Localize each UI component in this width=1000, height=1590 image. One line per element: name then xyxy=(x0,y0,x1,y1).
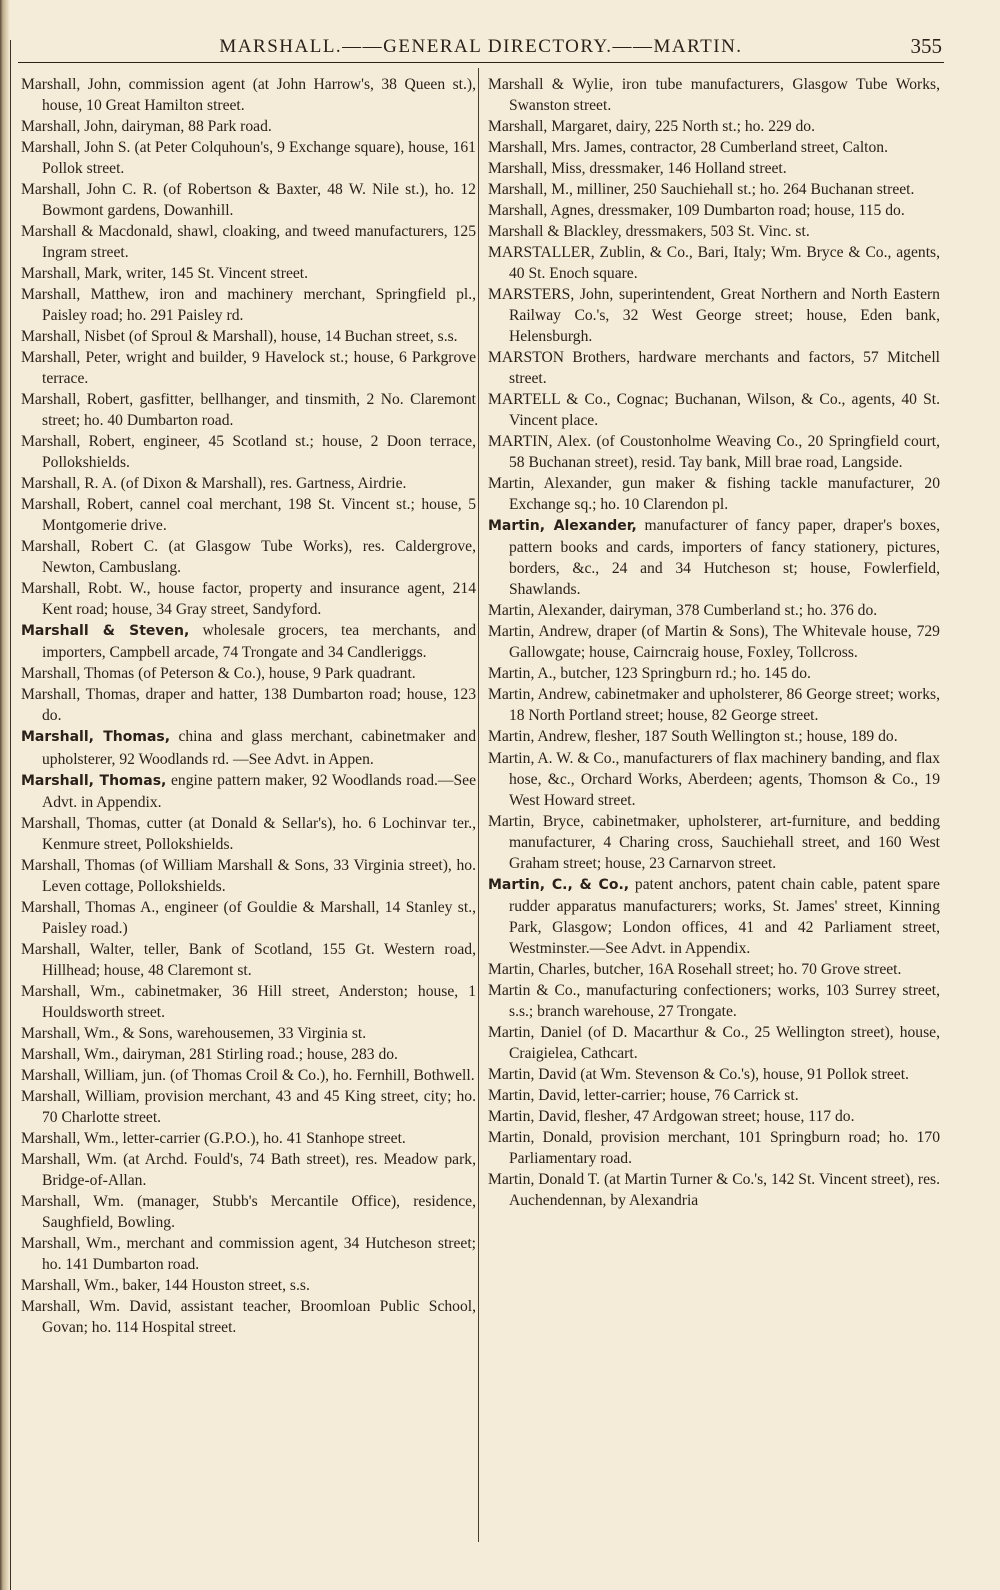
directory-entry xyxy=(488,663,940,684)
entry-text: house factor, property and insurance agent, 214 Kent road; house, 34 Gray street, Sandyford. xyxy=(42,580,476,619)
directory-entry xyxy=(488,158,940,179)
directory-entry xyxy=(21,116,476,137)
directory-entry xyxy=(488,980,940,1022)
entry-name: Marshall, Wm., xyxy=(21,1045,119,1063)
entry-text: cannel coal merchant, 198 St. Vincent st.; house, 5 Montgomerie drive. xyxy=(42,496,476,535)
directory-entry xyxy=(21,221,476,263)
entry-text: (of Peterson & Co.), house, 9 Park quadrant. xyxy=(138,665,416,683)
entry-text: superintendent, Great Northern and North Eastern Railway Co.'s, 32 West George street; house, Eden bank, Helensburgh. xyxy=(509,286,940,346)
directory-entry xyxy=(488,1127,940,1169)
directory-entry xyxy=(21,326,476,347)
directory-entry xyxy=(488,200,940,221)
entry-text: gasfitter, bellhanger, and tinsmith, 2 No. Claremont street; ho. 40 Dumbarton road. xyxy=(42,391,476,430)
entry-name: Marshall, Wm. David, xyxy=(21,1297,172,1315)
entry-text: (of D. Macarthur & Co., 25 Wellington street), house, Craigielea, Cathcart. xyxy=(509,1023,940,1062)
entry-text: baker, 144 Houston street, s.s. xyxy=(122,1276,310,1294)
entry-text: patent anchors, patent chain cable, patent spare rudder apparatus manufacturers; works, St. James' street, Kinning Park, Glasgow; London offices, 41 and 42 Parliament street, Westminster.—See Advt. in Appendix. xyxy=(509,875,940,957)
entry-name: Marshall, Walter, xyxy=(21,940,135,958)
directory-entry xyxy=(21,1023,476,1044)
directory-entry xyxy=(488,1064,940,1085)
entry-text: letter-carrier; house, 76 Carrick st. xyxy=(584,1086,799,1104)
entry-name: Martin, Charles, xyxy=(488,960,590,978)
entry-text: (at Glasgow Tube Works), res. Caldergrove, Newton, Cambuslang. xyxy=(42,538,476,577)
directory-entry xyxy=(21,74,476,116)
entry-name: Marshall, Thomas xyxy=(21,856,135,874)
entry-name: Marshall, William, xyxy=(21,1087,140,1105)
entry-text: Zublin, & Co., Bari, Italy; Wm. Bryce & Co., agents, 40 St. Enoch square. xyxy=(509,244,940,283)
entry-text: dressmaker, 109 Dumbarton road; house, 115 do. xyxy=(598,202,905,220)
entry-text: (of Dixon & Marshall), res. Gartness, Airdrie. xyxy=(120,475,407,493)
entry-name: Marshall, Robert, xyxy=(21,496,134,514)
entry-text: (at Archd. Fould's, 74 Bath street), res. Meadow park, Bridge-of-Allan. xyxy=(42,1150,476,1189)
directory-entry xyxy=(488,600,940,621)
directory-entry xyxy=(21,536,476,578)
entry-name: Marshall, Miss, xyxy=(488,160,586,178)
entry-name: Martin, Andrew, xyxy=(488,623,592,641)
directory-entry xyxy=(488,284,940,347)
entry-name: Marshall, John C. R. xyxy=(21,181,157,199)
directory-entry xyxy=(21,770,476,813)
directory-entry xyxy=(21,263,476,284)
entry-text: iron and machinery merchant, Springfield pl., Paisley road; ho. 291 Paisley rd. xyxy=(42,286,477,325)
entry-name: Marshall, Robert, xyxy=(21,391,134,409)
entry-name: Marshall, Thomas A., xyxy=(21,898,160,916)
entry-text: dairyman, 281 Stirling road.; house, 283 do. xyxy=(122,1045,398,1063)
directory-entry xyxy=(21,981,476,1023)
entry-text: flesher, 187 South Wellington st.; house, 189 do. xyxy=(594,728,898,746)
entry-name: Martin, Alexander, xyxy=(488,518,637,535)
entry-name: Marshall, Agnes, xyxy=(488,202,595,220)
entry-name: Martin, Andrew, xyxy=(488,728,591,746)
directory-entry xyxy=(488,1085,940,1106)
directory-entry xyxy=(488,221,940,242)
directory-entry xyxy=(21,137,476,179)
directory-entry xyxy=(21,1065,476,1086)
entry-name: Marshall, Wm., & Sons, xyxy=(21,1024,173,1042)
directory-entry xyxy=(488,1106,940,1127)
entry-text: dairyman, 378 Cumberland st.; ho. 376 do. xyxy=(609,602,878,620)
entry-text: gun maker & fishing tackle manufacturer, 20 Exchange sq.; ho. 10 Clarendon pl. xyxy=(509,475,940,514)
entry-name: Marshall & Steven, xyxy=(21,623,190,640)
directory-entry xyxy=(21,620,476,663)
entry-name: Martin, David, xyxy=(488,1107,581,1125)
directory-entry xyxy=(21,179,476,221)
directory-entry xyxy=(21,939,476,981)
entry-name: Marshall, Matthew, xyxy=(21,286,149,304)
entry-name: MARSTERS, John, xyxy=(488,286,614,304)
directory-entry xyxy=(21,1296,476,1338)
entry-text: assistant teacher, Broomloan Public School, Govan; ho. 114 Hospital street. xyxy=(42,1297,476,1336)
entry-name: Martin, Donald, xyxy=(488,1128,593,1146)
entry-text: (of William Marshall & Sons, 33 Virginia street), ho. Leven cottage, Pollokshields. xyxy=(42,856,476,895)
directory-entry xyxy=(488,179,940,200)
entry-text: commission agent (at John Harrow's, 38 Queen st.), house, 10 Great Hamilton street. xyxy=(42,76,476,115)
entry-text: (of Thomas Croil & Co.), ho. Fernhill, Bothwell. xyxy=(169,1066,475,1084)
entry-text: writer, 145 St. Vincent street. xyxy=(125,265,309,283)
entry-name: Marshall, Robert, xyxy=(21,433,135,451)
entry-text: (at Peter Colquhoun's, 9 Exchange square), house, 161 Pollok street. xyxy=(42,139,476,178)
entry-text: letter-carrier (G.P.O.), ho. 41 Stanhope street. xyxy=(122,1129,406,1147)
entry-name: Martin, Alexander, xyxy=(488,602,606,620)
entry-name: Marshall, Thomas, xyxy=(21,729,171,746)
entry-text: engine pattern maker, 92 Woodlands road.—See Advt. in Appendix. xyxy=(42,771,476,811)
entry-name: Martin & Co., xyxy=(488,981,581,999)
entry-name: Marshall, Thomas, xyxy=(21,814,141,832)
entry-name: Marshall, Thomas, xyxy=(21,772,167,789)
entry-name: Marshall, John, xyxy=(21,118,118,136)
directory-entry xyxy=(488,1022,940,1064)
directory-entry xyxy=(21,1128,476,1149)
entry-text: engineer, 45 Scotland st.; house, 2 Doon terrace, Pollokshields. xyxy=(42,433,476,472)
running-header xyxy=(18,36,944,60)
page-number: 355 xyxy=(910,34,942,58)
entry-text: Cognac; Buchanan, Wilson, & Co., agents, 40 St. Vincent place. xyxy=(509,391,940,430)
entry-name: Martin, A., xyxy=(488,665,557,683)
entry-text: dressmaker, 146 Holland street. xyxy=(589,160,787,178)
directory-entry xyxy=(488,242,940,284)
entry-name: Martin, C., & Co., xyxy=(488,876,630,893)
directory-entry xyxy=(21,1275,476,1296)
directory-entry xyxy=(488,959,940,980)
entry-name: Martin, A. W. & Co., xyxy=(488,749,620,767)
entry-text: teller, Bank of Scotland, 155 Gt. Western road, Hillhead; house, 48 Claremont st. xyxy=(42,940,476,979)
entry-name: Marshall, Wm., xyxy=(21,982,125,1000)
entry-name: Marshall, Wm., xyxy=(21,1234,121,1252)
header-rule xyxy=(18,62,944,63)
entry-text: draper and hatter, 138 Dumbarton road; house, 123 do. xyxy=(42,686,476,725)
entry-name: MARTELL & Co., xyxy=(488,391,611,409)
entry-name: Marshall, Thomas, xyxy=(21,686,140,704)
directory-entry xyxy=(488,515,940,600)
directory-entry xyxy=(21,1233,476,1275)
directory-entry xyxy=(21,1149,476,1191)
entry-text: cabinetmaker and upholsterer, 86 George street; works, 18 North Portland street; house, 82 George street. xyxy=(509,686,941,725)
entry-name: Marshall, R. A. xyxy=(21,475,117,493)
directory-entry xyxy=(21,494,476,536)
directory-entry xyxy=(488,431,940,473)
directory-entry xyxy=(488,473,940,515)
directory-entry xyxy=(21,897,476,939)
gutter-rule xyxy=(10,40,11,1590)
directory-entry xyxy=(488,874,940,959)
entry-text: china and glass merchant, cabinetmaker and upholsterer, 92 Woodlands rd. —See Advt. in Appen. xyxy=(42,728,476,768)
directory-entry xyxy=(21,1044,476,1065)
entry-name: Marshall, William, jun. xyxy=(21,1066,167,1084)
entry-text: dressmakers, 503 St. Vinc. st. xyxy=(625,223,810,241)
entry-name: Marshall, John, xyxy=(21,76,122,93)
entry-name: Marshall & Blackley, xyxy=(488,223,622,241)
entry-text: dairyman, 88 Park road. xyxy=(121,118,272,136)
entry-name: Marshall, Wm., xyxy=(21,1129,119,1147)
entry-name: Marshall, Mark, xyxy=(21,265,122,283)
entry-text: iron tube manufacturers, Glasgow Tube Works, Swanston street. xyxy=(509,76,940,115)
entry-text: cabinetmaker, upholsterer, art-furniture, and bedding manufacturer, 4 Charing cross, Sauchiehall street, and 160 West Graham street; house, 23 Carnarvon street. xyxy=(509,812,940,872)
entry-text: provision merchant, 43 and 45 King street, city; ho. 70 Charlotte street. xyxy=(42,1087,477,1126)
entry-text: engineer (of Gouldie & Marshall, 14 Stanley st., Paisley road.) xyxy=(42,898,477,937)
directory-entry xyxy=(21,684,476,726)
directory-entry xyxy=(21,347,476,389)
directory-entry xyxy=(488,811,940,874)
entry-text: (at Martin Turner & Co.'s, 142 St. Vincent street), res. Auchendennan, by Alexandria xyxy=(509,1170,941,1209)
entry-text: wright and builder, 9 Havelock st.; house, 6 Parkgrove terrace. xyxy=(42,349,476,388)
directory-entry xyxy=(488,116,940,137)
directory-entry xyxy=(21,284,476,326)
entry-name: Marshall, Mrs. James, xyxy=(488,139,627,157)
entry-text: warehousemen, 33 Virginia st. xyxy=(176,1024,367,1042)
entry-name: Martin, David, xyxy=(488,1086,581,1104)
page-gutter xyxy=(0,0,10,1590)
entry-text: butcher, 123 Springburn rd.; ho. 145 do. xyxy=(560,665,811,683)
entry-text: contractor, 28 Cumberland street, Calton. xyxy=(630,139,888,157)
entry-name: Marshall & Macdonald, xyxy=(21,223,173,241)
entry-name: Martin, David xyxy=(488,1065,577,1083)
entry-name: Marshall, Thomas xyxy=(21,665,135,683)
entry-text: (of Coustonholme Weaving Co., 20 Springfield court, 58 Buchanan street), resid. Tay bank, Mill brae road, Langside. xyxy=(509,433,940,472)
entry-name: Martin, Alexander, xyxy=(488,475,612,493)
entry-text: draper (of Martin & Sons), The Whitevale house, 729 Gallowgate; house, Cairncraig house, Foxley, Tollcross. xyxy=(509,623,940,662)
entry-name: Martin, Daniel xyxy=(488,1023,582,1041)
directory-entry xyxy=(21,389,476,431)
directory-entry xyxy=(21,431,476,473)
entry-name: MARTIN, Alex. xyxy=(488,433,592,451)
directory-entry xyxy=(488,684,940,726)
directory-entry xyxy=(21,578,476,620)
directory-entry xyxy=(488,748,940,811)
entry-name: Marshall, Peter, xyxy=(21,349,121,367)
entry-name: Marshall, Nisbet xyxy=(21,328,125,346)
entry-name: Marshall, Wm. xyxy=(21,1150,117,1168)
entry-name: Marshall, M., xyxy=(488,181,573,199)
entry-name: Martin, Bryce, xyxy=(488,812,584,830)
directory-entry xyxy=(488,726,940,747)
entry-name: Martin, Donald T. xyxy=(488,1170,601,1188)
entry-name: Marshall, Wm. xyxy=(21,1192,124,1210)
entry-text: (of Robertson & Baxter, 48 W. Nile st.), ho. 12 Bowmont gardens, Dowanhill. xyxy=(42,181,476,220)
entry-text: dairy, 225 North st.; ho. 229 do. xyxy=(615,118,816,136)
entry-name: Marshall, Wm., xyxy=(21,1276,119,1294)
directory-entry xyxy=(21,855,476,897)
entry-name: Marshall, Robert C. xyxy=(21,538,159,556)
left-column xyxy=(21,74,476,1338)
entry-text: hardware merchants and factors, 57 Mitchell street. xyxy=(509,349,940,388)
right-column xyxy=(488,74,940,1211)
entry-name: Marshall & Wylie, xyxy=(488,76,614,93)
entry-text: butcher, 16A Rosehall street; ho. 70 Grove street. xyxy=(593,960,902,978)
entry-text: (manager, Stubb's Mercantile Office), residence, Saughfield, Bowling. xyxy=(42,1192,476,1231)
entry-name: Martin, Andrew, xyxy=(488,686,591,704)
entry-name: Marshall, Robt. W., xyxy=(21,580,151,598)
directory-entry xyxy=(488,621,940,663)
directory-entry xyxy=(488,74,940,116)
entry-text: manufacturers of flax machinery banding, and flax hose, &c., Orchard Works, Aberdeen; agents, Thomson & Co., 19 West Howard street. xyxy=(509,749,940,809)
entry-text: milliner, 250 Sauchiehall st.; ho. 264 Buchanan street. xyxy=(576,181,915,199)
entry-text: (of Sproul & Marshall), house, 14 Buchan street, s.s. xyxy=(128,328,458,346)
entry-text: provision merchant, 101 Springburn road; ho. 170 Parliamentary road. xyxy=(509,1128,941,1167)
directory-entry xyxy=(21,1086,476,1128)
entry-name: MARSTALLER, xyxy=(488,244,595,262)
entry-text: cabinetmaker, 36 Hill street, Anderston; house, 1 Houldsworth street. xyxy=(42,982,476,1021)
directory-entry xyxy=(21,813,476,855)
entry-text: merchant and commission agent, 34 Hutcheson street; ho. 141 Dumbarton road. xyxy=(42,1234,476,1273)
entry-text: flesher, 47 Ardgowan street; house, 117 do. xyxy=(584,1107,855,1125)
entry-name: Marshall, John S. xyxy=(21,139,131,157)
header-title: MARSHALL.——GENERAL DIRECTORY.——MARTIN. xyxy=(219,36,743,57)
directory-entry xyxy=(488,1169,940,1211)
entry-name: Marshall, Margaret, xyxy=(488,118,612,136)
directory-entry xyxy=(488,347,940,389)
directory-entry xyxy=(21,663,476,684)
directory-entry xyxy=(21,1191,476,1233)
entry-text: manufacturing confectioners; works, 103 Surrey street, s.s.; branch warehouse, 27 Trongate. xyxy=(509,981,941,1020)
entry-text: manufacturer of fancy paper, draper's boxes, pattern books and cards, importers of fancy stationery, pictures, borders, &c., 24 and 34 Hutcheson st; house, Fowlerfield, Shawlands. xyxy=(509,517,940,599)
directory-entry xyxy=(488,389,940,431)
entry-text: wholesale grocers, tea merchants, and importers, Campbell arcade, 74 Trongate and 34 Candleriggs. xyxy=(42,622,477,662)
entry-name: MARSTON Brothers, xyxy=(488,349,631,367)
entry-text: cutter (at Donald & Sellar's), ho. 6 Lochinvar ter., Kenmure street, Pollokshields. xyxy=(42,814,476,853)
directory-entry xyxy=(21,726,476,769)
entry-text: (at Wm. Stevenson & Co.'s), house, 91 Pollok street. xyxy=(580,1065,909,1083)
entry-text: shawl, cloaking, and tweed manufacturers, 125 Ingram street. xyxy=(42,223,477,262)
column-divider xyxy=(478,68,479,1542)
directory-entry xyxy=(488,137,940,158)
directory-entry xyxy=(21,473,476,494)
